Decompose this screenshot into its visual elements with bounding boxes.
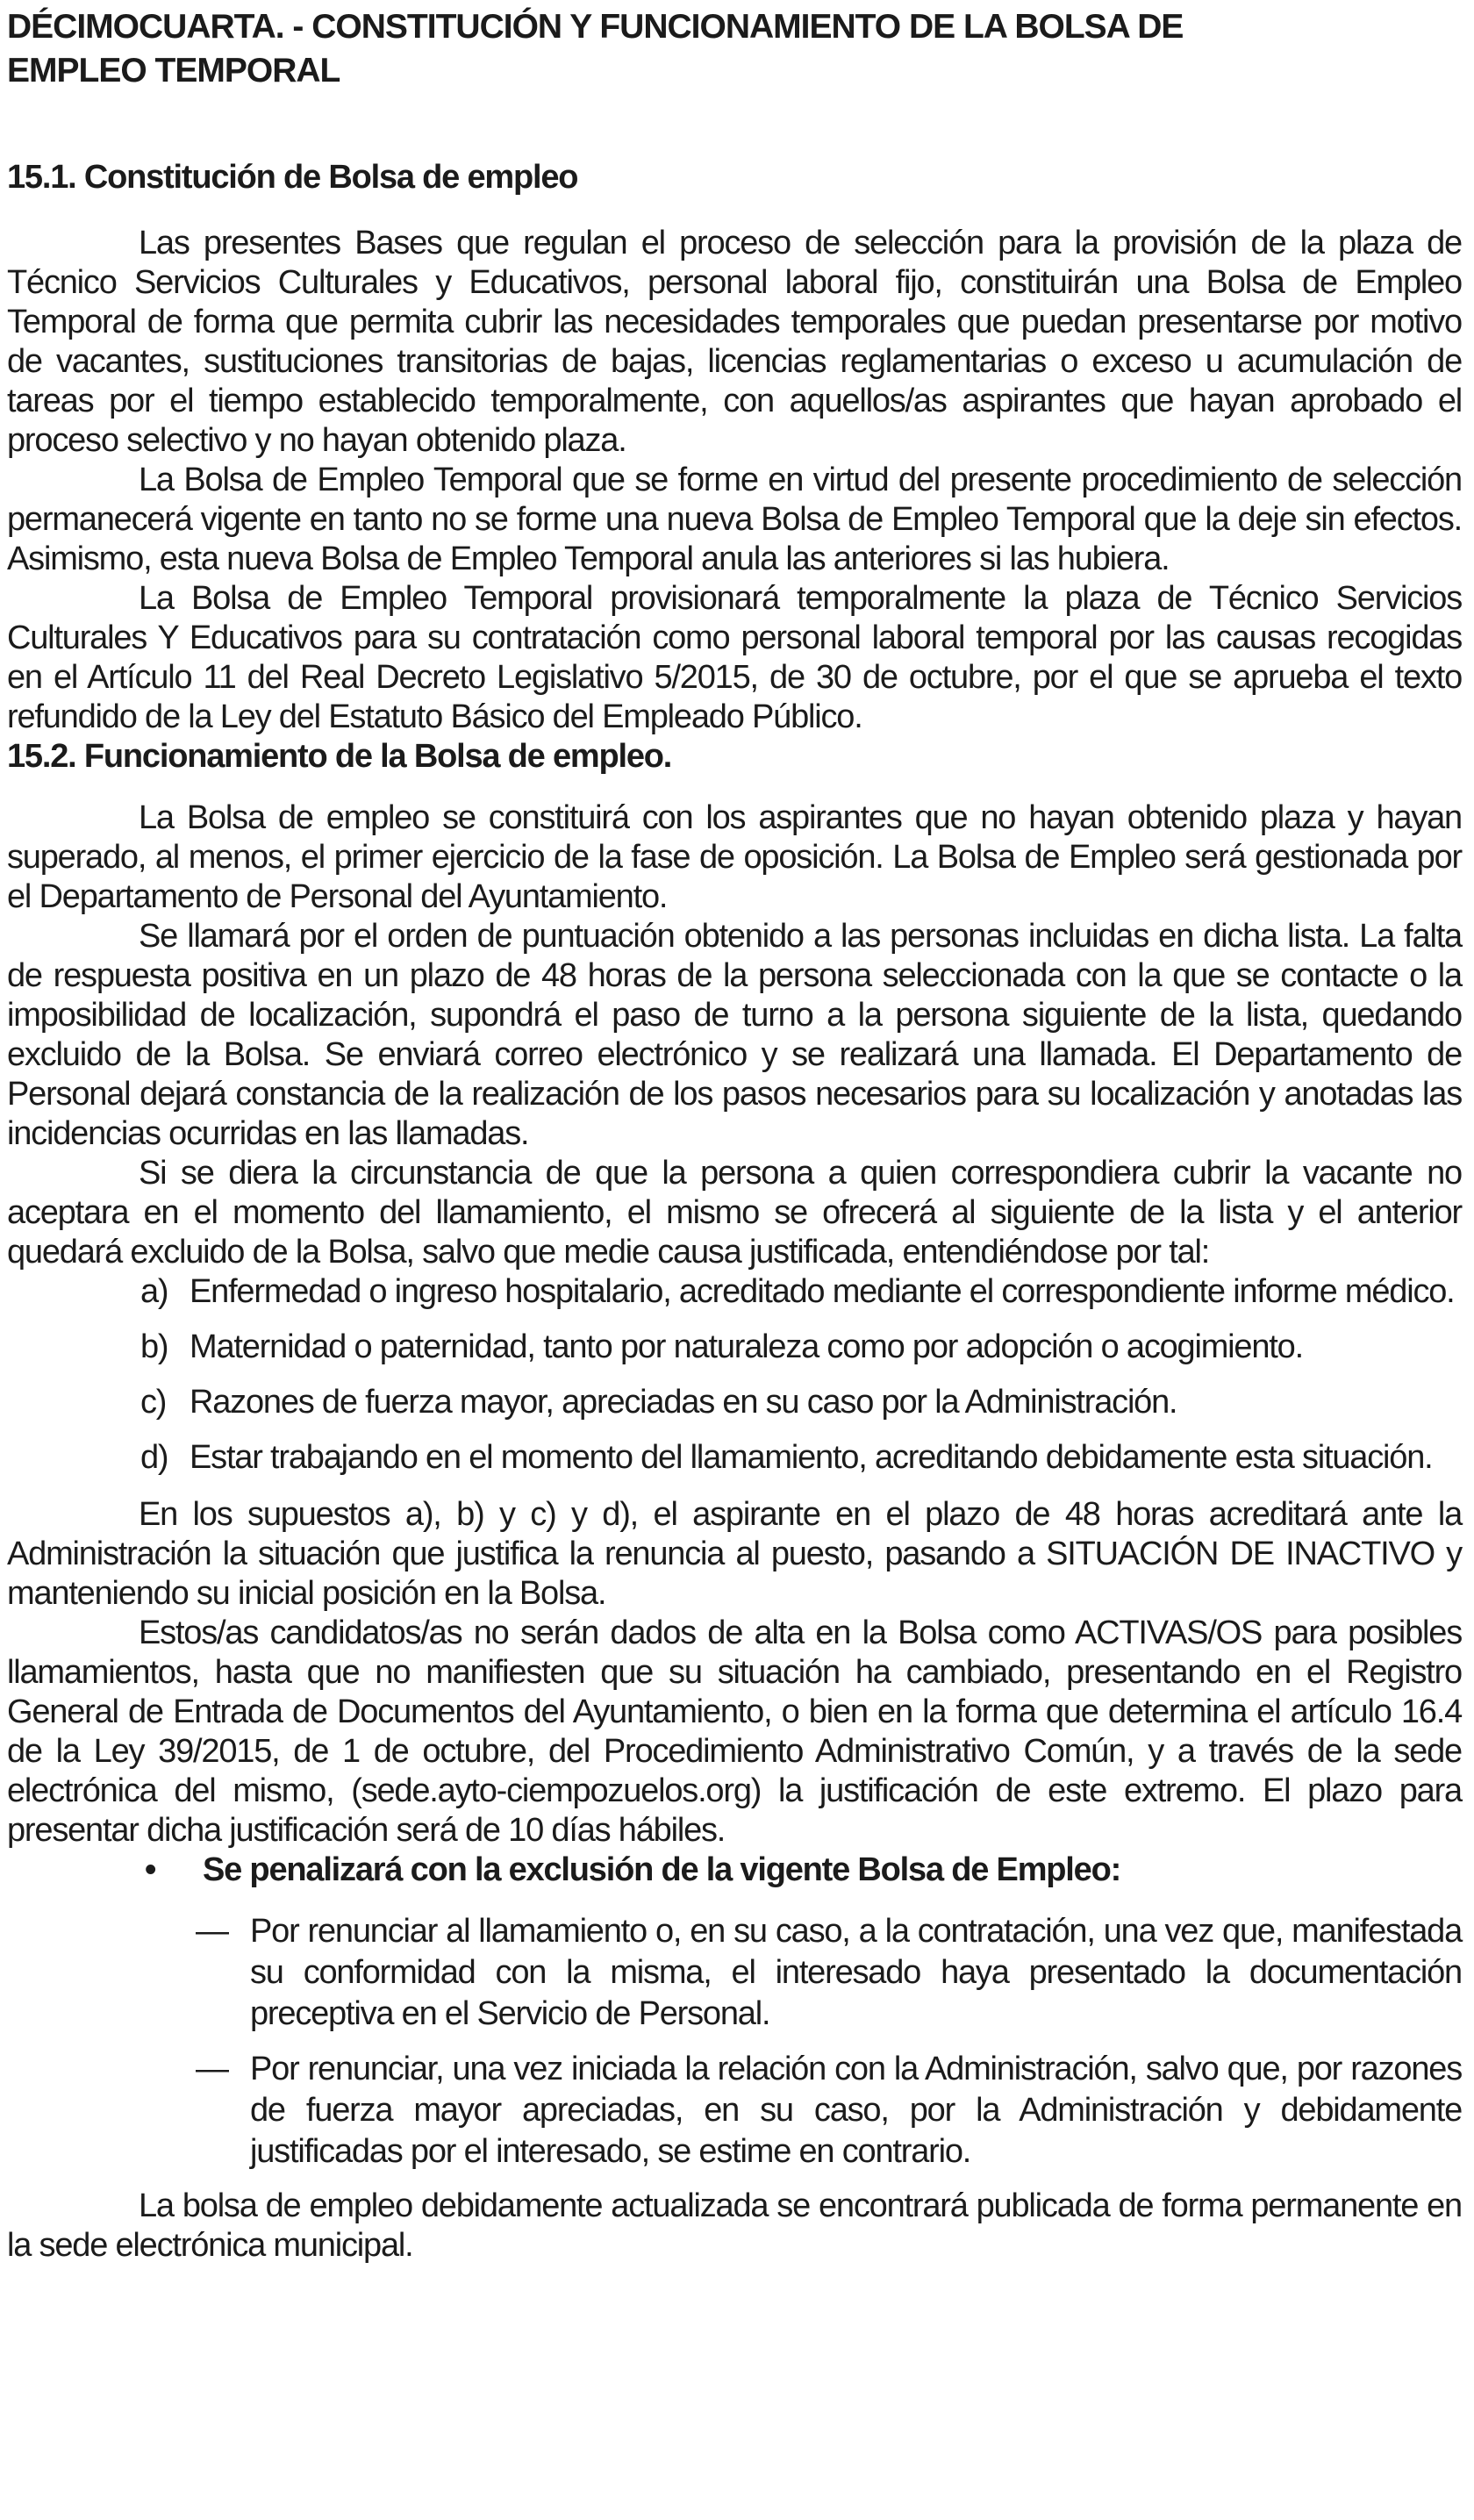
paragraph-funcionamiento-2: Se llamará por el orden de puntuación obtenido a las personas incluidas en dicha lista. La falta de respuesta positiva en un plazo de 48 horas de la persona seleccionada con la que se contacte o la imposibilidad de localización, supondrá el paso de turno a la persona siguiente de la lista, quedando excluido de la Bolsa. Se enviará correo electrónico y se realizará una llamada. El Departamento de Personal dejará constancia de la realización de los pasos necesarios para su localización y anotadas las incidencias ocurridas en las llamadas. <box>7 918 1462 1152</box>
paragraph-supuestos: En los supuestos a), b) y c) y d), el aspirante en el plazo de 48 horas acreditará ante la Administración la situación que justifica la renuncia al puesto, pasando a SITUACIÓN DE INACTIVO y manteniendo su inicial posición en la Bolsa. <box>7 1496 1462 1612</box>
list-item-c <box>7 1383 1462 1422</box>
list-item-a <box>7 1272 1462 1312</box>
paragraph-funcionamiento-1: La Bolsa de empleo se constituirá con los aspirantes que no hayan obtenido plaza y hayan superado, al menos, el primer ejercicio de la fase de oposición. La Bolsa de Empleo será gestionada por el Departamento de Personal del Ayuntamiento. <box>7 799 1462 915</box>
paragraph-candidatos: Estos/as candidatos/as no serán dados de alta en la Bolsa como ACTIVAS/OS para posibles llamamientos, hasta que no manifiesten que su situación ha cambiado, presentando en el Registro General de Entrada de Documentos del Ayuntamiento, o bien en la forma que determina el artículo 16.4 de la Ley 39/2015, de 1 de octubre, del Procedimiento Administrativo Común, y a través de la sede electrónica del mismo, (sede.ayto-ciempozuelos.org) la justificación de este extremo. El plazo para presentar dicha justificación será de 10 días hábiles. <box>7 1614 1462 1849</box>
paragraph-closing: La bolsa de empleo debidamente actualizada se encontrará publicada de forma permanente en la sede electrónica municipal. <box>7 2187 1462 2264</box>
dash-icon: — <box>196 1913 228 1950</box>
list-item-b-text: Maternidad o paternidad, tanto por naturaleza como por adopción o acogimiento. <box>190 1328 1303 1365</box>
list-item-a-text: Enfermedad o ingreso hospitalario, acreditado mediante el correspondiente informe médico. <box>190 1273 1455 1310</box>
paragraph-constitucion-1: Las presentes Bases que regulan el proceso de selección para la provisión de la plaza de Técnico Servicios Culturales y Educativos, personal laboral fijo, constituirán una Bolsa de Empleo Temporal de forma que permita cubrir las necesidades temporales que puedan presentarse por motivo de vacantes, sustituciones transitorias de bajas, licencias reglamentarias o exceso u acumulación de tareas por el tiempo establecido temporalmente, con aquellos/as aspirantes que hayan aprobado el proceso selectivo y no hayan obtenido plaza. <box>7 225 1462 459</box>
list-item-c-text: Razones de fuerza mayor, apreciadas en su caso por la Administración. <box>190 1384 1177 1421</box>
penalty-dash-item-1 <box>7 1911 1462 2035</box>
list-marker-b: b) <box>140 1328 168 1365</box>
paragraph-constitucion-2: La Bolsa de Empleo Temporal que se forme en virtud del presente procedimiento de selección permanecerá vigente en tanto no se forme una nueva Bolsa de Empleo Temporal que la deje sin efectos. Asimismo, esta nueva Bolsa de Empleo Temporal anula las anteriores si las hubiera. <box>7 462 1462 577</box>
penalty-bullet-line <box>7 1851 1462 1890</box>
justified-causes-list <box>7 1272 1462 1478</box>
penalty-item-1-text: Por renunciar al llamamiento o, en su caso, a la contratación, una vez que, manifestada su conformidad con la misma, el interesado haya presentado la documentación preceptiva en el Servicio de Personal. <box>250 1913 1462 2032</box>
list-marker-d: d) <box>140 1439 168 1476</box>
penalty-dash-item-2 <box>7 2049 1462 2173</box>
penalty-heading: Se penalizará con la exclusión de la vigente Bolsa de Empleo: <box>203 1851 1121 1888</box>
penalty-item-2-text: Por renunciar, una vez iniciada la relación con la Administración, salvo que, por razones de fuerza mayor apreciadas, en su caso, por la Administración y debidamente justificadas por el interesado, se estime en contrario. <box>250 2051 1462 2170</box>
list-marker-a: a) <box>140 1273 168 1310</box>
paragraph-constitucion-3: La Bolsa de Empleo Temporal provisionará temporalmente la plaza de Técnico Servicios Culturales Y Educativos para su contratación como personal laboral temporal por las causas recogidas en el Artículo 11 del Real Decreto Legislativo 5/2015, de 30 de octubre, por el que se aprueba el texto refundido de la Ley del Estatuto Básico del Empleado Público. <box>7 580 1462 735</box>
document-title: DÉCIMOCUARTA. - CONSTITUCIÓN Y FUNCIONAMIENTO DE LA BOLSA DE EMPLEO TEMPORAL <box>7 8 1184 89</box>
list-marker-c: c) <box>140 1384 167 1421</box>
list-item-d <box>7 1438 1462 1478</box>
section-heading-15-1: 15.1. Constitución de Bolsa de empleo <box>7 159 578 196</box>
section-heading-15-2: 15.2. Funcionamiento de la Bolsa de empleo. <box>7 738 672 775</box>
paragraph-funcionamiento-3: Si se diera la circunstancia de que la persona a quien correspondiera cubrir la vacante no aceptara en el momento del llamamiento, el mismo se ofrecerá al siguiente de la lista y el anterior quedará excluido de la Bolsa, salvo que medie causa justificada, entendiéndose por tal: <box>7 1155 1462 1271</box>
dash-icon: — <box>196 2051 228 2087</box>
list-item-d-text: Estar trabajando en el momento del llamamiento, acreditando debidamente esta situación. <box>190 1439 1433 1476</box>
bullet-icon: • <box>145 1851 156 1888</box>
list-item-b <box>7 1328 1462 1367</box>
